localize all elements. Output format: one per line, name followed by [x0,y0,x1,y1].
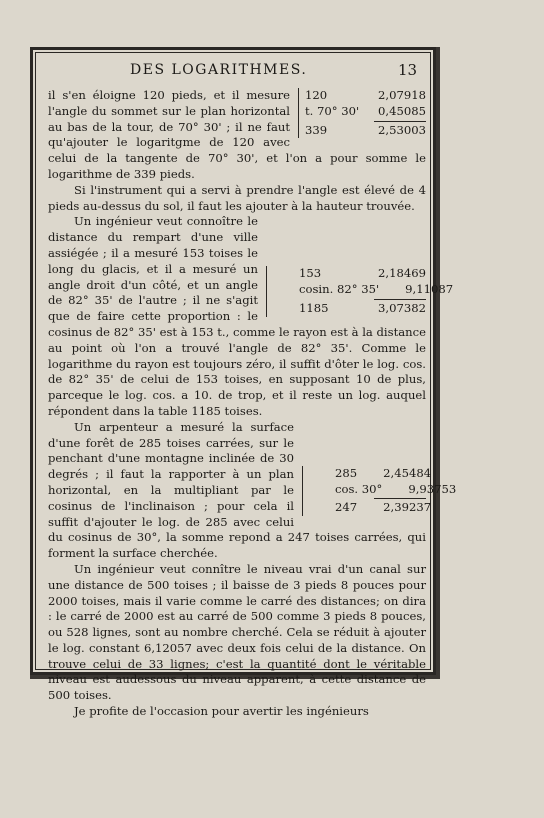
page-number: 13 [398,61,418,79]
calc-row: 120 2,07918 [305,88,426,102]
paragraph-1 [48,88,426,183]
calc-rule [374,498,426,499]
paragraph-text: il s'en éloigne 120 pieds, et il mesure l'angle du sommet sur le plan horizontal au bas de la tour, de 70° 30' ; il ne faut qu'ajouter le logaritgme de 120 avec celui de la tangente de 70° 30', et l'on a pour somme le logarithme de 339 pieds. [48,88,426,181]
calc-row: 339 2,53003 [305,122,426,137]
calc-block-1 [298,88,426,138]
page-border-shadow-right [436,47,440,679]
calc-rule [374,121,426,122]
calc-block-2 [266,266,454,316]
body-text [48,88,457,720]
paragraph-text: Un arpenteur a mesuré la surface d'une forêt de 285 toises carrées, sur le penchant d'une montagne inclinée de 30 degrés ; il faut la rapporter à un plan horizontal, en la multipliant par le cosinus de l'inclinaison ; pour cela il suffit d'ajouter le log. de 285 avec celui du cosinus de 30°, la somme repond a 247 toises carrées, qui forment la surface cherchée. [48,419,426,561]
calc-block-3 [302,465,457,516]
running-title: DES LOGARITHMES. [130,62,308,78]
calc-row: cos. 30° 9,93753 [335,481,457,496]
calc-row: 247 2,39237 [335,500,432,515]
paragraph-5: Un ingénieur veut connître le niveau vrai d'un canal sur une distance de 500 toises ; il baisse de 3 pieds 8 pouces pour 2000 toises, mais il varie comme le carré des distances; on dira : le carré de 2000 est au carré de 500 comme 3 pieds 8 pouces, ou 528 lignes, sont au nombre cherché. Cela se réduit à ajouter le log. constant 6,12057 avec deux fois celui de la distance. On trouve celui de 33 lignes; c'est la quantité dont le véritable niveau est audessous du niveau apparent, à cette distance de 500 toises. [48,561,426,703]
calc-row: cosin. 82° 35' 9,11087 [299,282,454,297]
calc-row: 285 2,45484 [335,465,432,480]
calc-row: 153 2,18469 [299,266,426,281]
calc-row: t. 70° 30' 0,45085 [305,103,426,118]
calc-rule [374,299,426,300]
paragraph-6: Je profite de l'occasion pour avertir les ingénieurs [74,704,369,719]
calc-row: 1185 3,07382 [299,300,426,315]
paragraph-3 [48,214,454,419]
paragraph-4 [48,419,457,562]
paragraph-text: Un ingénieur veut connoître le distance du rempart d'une ville assiégée ; il a mesuré 153 toises le long du glacis, et il a mesuré un angle droit d'un côté, et un angle de 82° 35' de l'autre ; il ne s'agit que de faire cette proportion : le cosinus de 82° 35' est à 153 t., comme le rayon est à la distance au point où l'on a trouvé l'angle de 82° 35'. Comme le logarithme du rayon est toujours zéro, il suffit d'ôter le log. cos. de 82° 35' de celui de 153 toises, en supposant 10 de plus, parceque le log. cos. a 10. de trop, et il reste un log. auquel répondent dans la table 1185 toises. [48,214,426,418]
paragraph-2: Si l'instrument qui a servi à prendre l'angle est élevé de 4 pieds au-dessus du sol, il faut les ajouter à la hauteur trouvée. [48,182,426,213]
